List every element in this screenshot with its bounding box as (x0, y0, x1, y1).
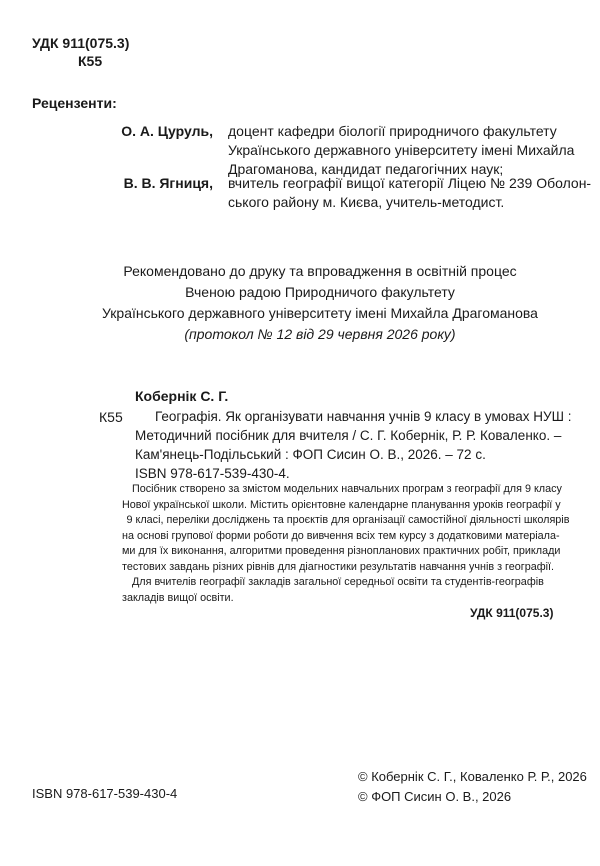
abstract-line: тестових завдань різних рівнів для діагностики результатів навчання учнів з географії. (122, 560, 554, 573)
bibliography-author: Кобернік С. Г. (135, 388, 229, 404)
recommendation-block (60, 261, 580, 345)
udk-code: УДК 911(075.3) (32, 35, 130, 51)
reviewer-name: В. В. Ягниця, (123, 175, 213, 191)
isbn: ISBN 978-617-539-430-4 (32, 786, 178, 801)
abstract (122, 482, 574, 606)
abstract-line: Посібник створено за змістом модельних навчальних програм з географії для 9 класу (132, 483, 562, 495)
recommendation-line: Українського державного університету імені Михайла Драгоманова (102, 305, 538, 321)
reviewer-description (228, 174, 592, 212)
reviewer-name: О. А. Цуруль, (121, 123, 213, 139)
abstract-line: 9 класі, переліки досліджень та проєктів для організації самостійної діяльності школярів (126, 514, 570, 526)
bibliography-description (135, 407, 585, 483)
abstract-line: Нової української школи. Містить орієнтовне календарне планування уроків географії у (122, 498, 561, 511)
copyright-block (358, 767, 587, 807)
copyright-line: © Кобернік С. Г., Коваленко Р. Р., 2026 (358, 769, 587, 784)
reviewers-heading: Рецензенти: (32, 95, 117, 111)
reviewer-description (228, 122, 573, 179)
reviewer-line: Драгоманова, кандидат педагогічних наук; (228, 161, 504, 177)
udk-block (32, 34, 129, 70)
bibliography-line: Географія. Як організувати навчання учнів 9 класу в умовах НУШ : (155, 409, 572, 424)
abstract-line: на основі групової форми роботи до вивчення всіх тем курсу з додатковими матеріала- (122, 529, 560, 542)
protocol-line: (протокол № 12 від 29 червня 2026 року) (184, 326, 456, 342)
bibliography-line: Методичний посібник для вчителя / С. Г. Кобернік, Р. Р. Коваленко. – (135, 428, 562, 443)
reviewer-line: вчитель географії вищої категорії Ліцею № 239 Оболон- (228, 175, 592, 191)
bibliography-line: Кам'янець-Подільський : ФОП Сисин О. В., 2026. – 72 с. (135, 447, 486, 462)
author-mark: К55 (78, 53, 103, 69)
abstract-line: закладів вищої освіти. (122, 591, 234, 604)
copyright-line: © ФОП Сисин О. В., 2026 (358, 789, 512, 804)
reviewer-line: Українського державного університету імені Михайла (228, 142, 575, 158)
bibliography-line: ISBN 978-617-539-430-4. (135, 466, 290, 481)
udk-bottom: УДК 911(075.3) (470, 606, 554, 620)
reviewer-line: ського району м. Києва, учитель-методист. (228, 194, 505, 210)
bibliography-code: К55 (99, 409, 123, 425)
recommendation-line: Вченою радою Природничого факультету (185, 284, 455, 300)
abstract-line: Для вчителів географії закладів загальної середньої освіти та студентів-географів (132, 576, 544, 588)
recommendation-line: Рекомендовано до друку та впровадження в освітній процес (123, 263, 517, 279)
reviewer-line: доцент кафедри біології природничого факультету (228, 123, 557, 139)
abstract-line: ми для їх виконання, алгоритми проведення різнопланових практичних робіт, приклади (122, 545, 561, 557)
